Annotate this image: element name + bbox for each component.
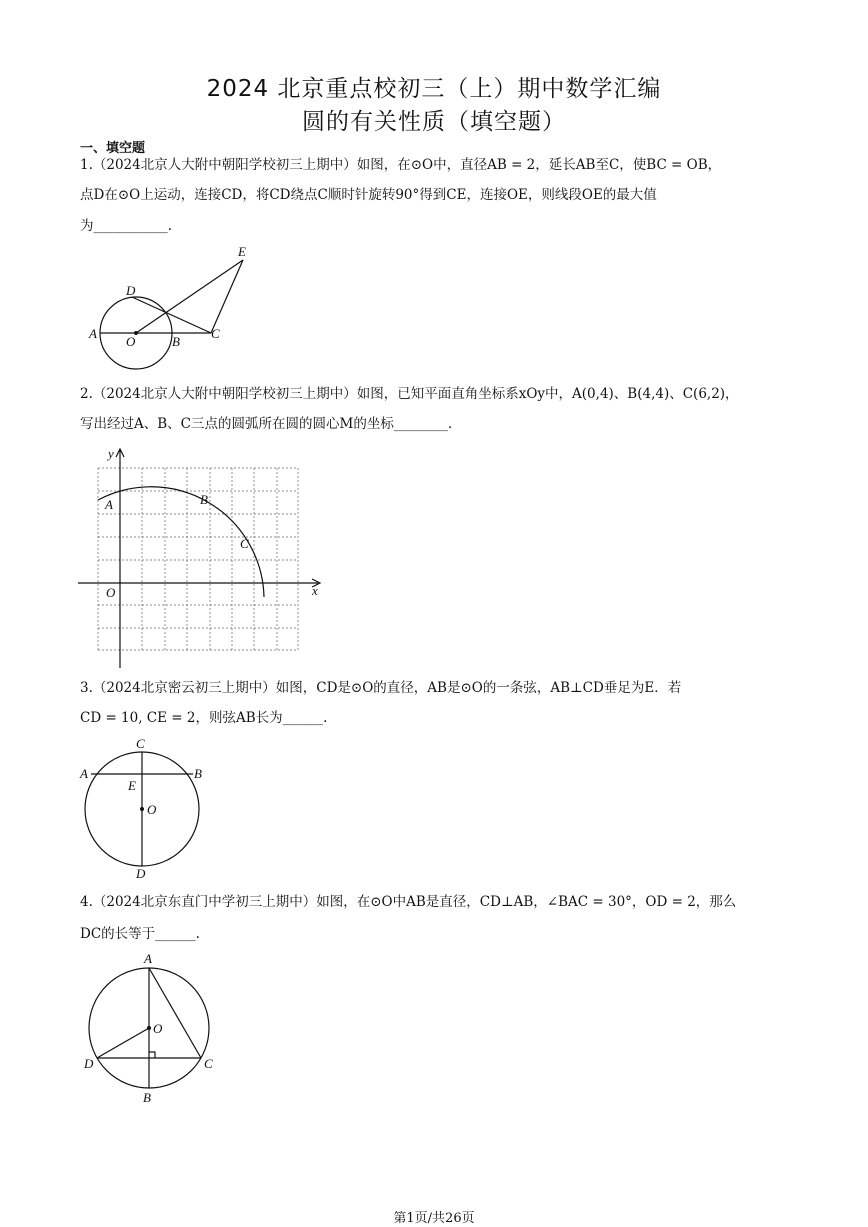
q3-label-e: E: [128, 778, 136, 793]
q1-text-line3: 为___________.: [80, 218, 173, 234]
q3-label-b: B: [194, 766, 202, 781]
q4-label-d: D: [84, 1056, 94, 1071]
q2-label-a: A: [105, 497, 113, 512]
q4-label-a: A: [144, 951, 152, 966]
q3-text-line2: CD = 10, CE = 2，则弦AB长为______.: [80, 710, 328, 726]
q2-label-b: B: [200, 492, 208, 507]
q1-label-b: B: [172, 334, 180, 349]
q4-text-line2: DC的长等于______.: [80, 926, 200, 942]
q1-label-d: D: [126, 283, 136, 298]
q3-figure: [78, 732, 218, 882]
q1-label-c: C: [211, 326, 220, 341]
q1-figure: [80, 240, 270, 375]
q1-text-line1: 1.（2024北京人大附中朝阳学校初三上期中）如图，在⊙O中，直径AB = 2，延长AB至C，使BC = OB，: [80, 157, 722, 173]
q4-figure: [80, 948, 225, 1108]
q3-label-a: A: [80, 766, 88, 781]
q4-label-b: B: [143, 1090, 151, 1105]
q4-label-c: C: [204, 1056, 213, 1071]
q1-label-e: E: [238, 244, 246, 259]
q2-text-line2: 写出经过A、B、C三点的圆弧所在圆的圆心M的坐标________.: [80, 416, 453, 432]
q2-label-y: y: [108, 446, 114, 461]
q2-label-o: O: [106, 585, 116, 600]
q3-label-c: C: [136, 736, 145, 751]
q3-label-o: O: [147, 802, 157, 817]
q2-grid: [98, 468, 298, 650]
q4-text-line1: 4.（2024北京东直门中学初三上期中）如图，在⊙O中AB是直径，CD⊥AB，∠BAC = 30°，OD = 2，那么: [80, 894, 737, 910]
q1-label-o: O: [126, 334, 136, 349]
q1-label-a: A: [89, 326, 97, 341]
page-subtitle: 圆的有关性质（填空题）: [302, 109, 566, 135]
q2-label-x: x: [312, 583, 318, 598]
page-title: 2024 北京重点校初三（上）期中数学汇编: [206, 76, 662, 102]
q1-text-line2: 点D在⊙O上运动，连接CD，将CD绕点C顺时针旋转90°得到CE，连接OE，则线段OE的最大值: [80, 187, 657, 203]
q3-label-d: D: [136, 866, 146, 881]
q3-text-line1: 3.（2024北京密云初三上期中）如图，CD是⊙O的直径，AB是⊙O的一条弦，AB⊥CD垂足为E．若: [80, 680, 682, 696]
section-heading: 一、填空题: [80, 141, 146, 156]
q4-label-o: O: [153, 1021, 163, 1036]
page-footer: 第1页/共26页: [393, 1211, 475, 1226]
q2-coordinate-figure: [74, 440, 334, 670]
q2-label-c: C: [240, 536, 249, 551]
q2-text-line1: 2.（2024北京人大附中朝阳学校初三上期中）如图，已知平面直角坐标系xOy中，A(0,4)、B(4,4)、C(6,2)，: [80, 386, 739, 402]
